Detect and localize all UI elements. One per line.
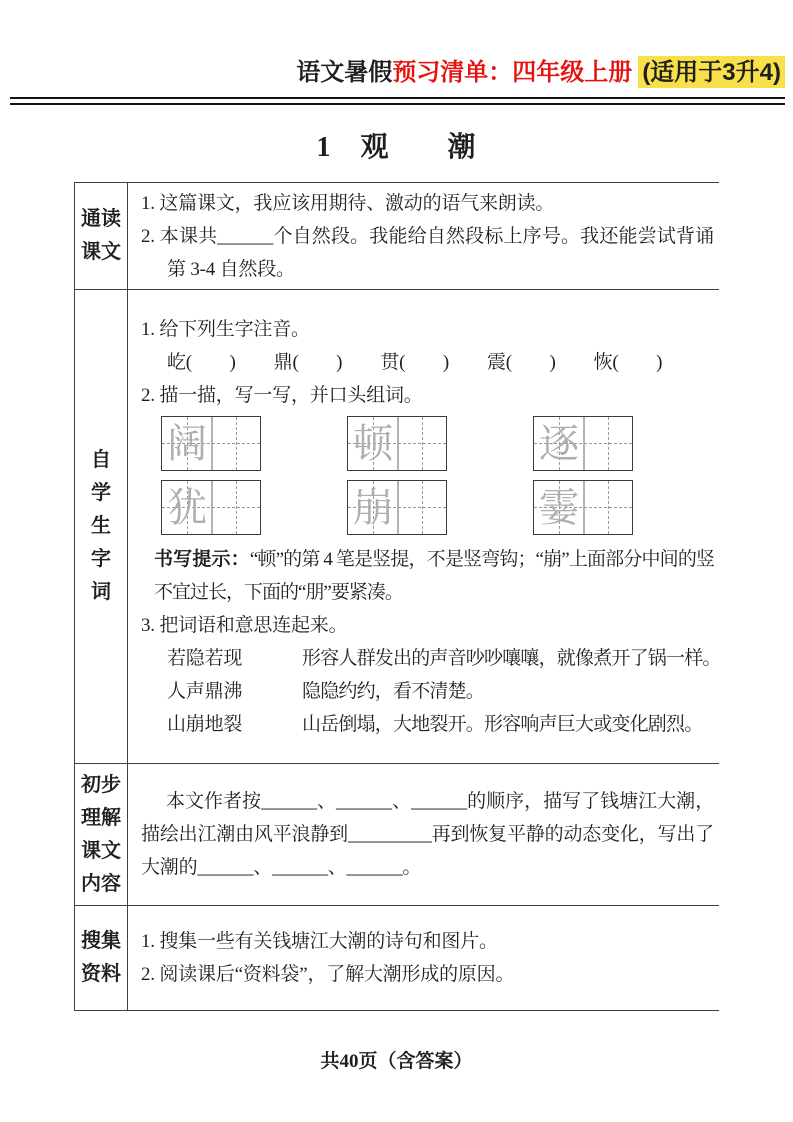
writing-grid-box	[161, 416, 261, 471]
match-word: 人声鼎沸	[167, 680, 243, 702]
match-word: 若隐若现	[167, 647, 243, 669]
writing-grid-box	[161, 480, 261, 535]
row-content-comprehension	[128, 764, 719, 905]
writing-grid-box	[533, 416, 633, 471]
header-applicability-badge: (适用于3升4)	[638, 56, 785, 88]
row-label-collect-materials	[75, 906, 128, 1010]
row-label-line: 初步	[81, 773, 121, 796]
row-label-line: 搜集	[81, 930, 121, 952]
row-label-line: 理解	[81, 806, 121, 829]
task-item: 1. 这篇课文，我应该用期待、激动的语气来朗读。	[141, 192, 555, 214]
task-item: 2. 描一描，写一写，并口头组词。	[141, 384, 423, 406]
trace-character: 崩	[353, 484, 393, 530]
pinyin-exercise-row	[167, 346, 714, 379]
grid-guide-line	[422, 417, 423, 470]
trace-character: 顿	[353, 420, 393, 466]
trace-character: 阔	[167, 420, 207, 466]
pinyin-blank-item: 贯( )	[380, 351, 449, 373]
pinyin-blank-item: 震( )	[486, 351, 556, 373]
match-meaning: 山岳倒塌，大地裂开。形容响声巨大或变化剧烈。	[302, 713, 703, 735]
row-label-line: 字	[91, 548, 111, 570]
task-item: 2. 本课共______个自然段。我能给自然段标上序号。我还能尝试背诵第 3-4 自然段。	[141, 225, 714, 280]
row-label-line: 词	[91, 581, 111, 603]
row-label-line: 生	[91, 515, 111, 537]
header-subtitle-text: 预习清单：四年级上册	[392, 59, 633, 86]
table-row-collect-materials	[75, 906, 719, 1011]
row-label-line: 通读	[81, 208, 121, 230]
writing-tip-label: 书写提示：	[154, 548, 250, 570]
row-label-line: 课文	[81, 241, 121, 263]
match-row	[167, 708, 714, 741]
row-label-comprehension	[75, 764, 128, 905]
task-item: 2. 阅读课后“资料袋”，了解大潮形成的原因。	[141, 964, 515, 985]
writing-grid-row	[161, 480, 714, 535]
row-content-self-study-words	[128, 290, 719, 763]
page-footer: 共40页（含答案）	[320, 1051, 473, 1072]
task-item: 3. 把词语和意思连起来。	[141, 614, 348, 636]
table-row-comprehension	[75, 764, 719, 906]
writing-tip	[154, 543, 714, 609]
match-meaning: 形容人群发出的声音吵吵嚷嚷，就像煮开了锅一样。	[302, 647, 721, 669]
trace-character: 逐	[539, 420, 579, 466]
writing-grid-row	[161, 416, 714, 471]
match-row	[167, 675, 714, 708]
header-series-text: 语文暑假	[296, 59, 393, 86]
writing-grid-box	[533, 480, 633, 535]
task-item: 1. 给下列生字注音。	[141, 318, 310, 340]
trace-character: 霎	[539, 484, 579, 530]
table-row-read-through	[75, 183, 719, 290]
row-label-line: 课文	[81, 839, 121, 862]
task-item: 1. 搜集一些有关钱塘江大潮的诗句和图片。	[141, 931, 498, 952]
row-label-read-through	[75, 183, 128, 289]
pinyin-blank-item: 鼎( )	[273, 351, 343, 373]
match-word: 山崩地裂	[167, 713, 243, 735]
row-content-collect-materials	[128, 906, 719, 1010]
lesson-title: 1 观 潮	[316, 132, 477, 163]
pinyin-blank-item: 恢( )	[593, 351, 663, 373]
writing-grid-box	[347, 416, 447, 471]
fill-in-paragraph: 本文作者按______、______、______的顺序，描写了钱塘江大潮，描绘出江潮由风平浪静到_________再到恢复平静的动态变化，写出了大潮的______、______、______。	[141, 791, 714, 878]
row-label-line: 资料	[81, 963, 121, 985]
grid-guide-line	[422, 481, 423, 534]
row-label-line: 自	[91, 449, 111, 471]
header-divider-rule	[10, 97, 785, 105]
row-label-line: 内容	[81, 872, 121, 895]
pinyin-blank-item: 屹( )	[167, 351, 236, 373]
table-row-self-study-words	[75, 290, 719, 764]
row-content-read-through	[128, 183, 719, 289]
grid-guide-line	[608, 481, 609, 534]
page-header	[0, 56, 785, 90]
grid-guide-line	[236, 481, 237, 534]
prep-table	[74, 182, 719, 1011]
writing-grid-box	[347, 480, 447, 535]
row-label-line: 学	[91, 482, 111, 504]
trace-character: 犹	[167, 484, 207, 530]
writing-tip-text: “顿”的第 4 笔是竖提，不是竖弯钩；“崩”上面部分中间的竖不宜过长，下面的“朋”要紧凑。	[154, 548, 714, 603]
row-label-self-study-words	[75, 290, 128, 763]
match-row	[167, 642, 721, 675]
match-meaning: 隐隐约约，看不清楚。	[302, 680, 485, 702]
grid-guide-line	[608, 417, 609, 470]
grid-guide-line	[236, 417, 237, 470]
